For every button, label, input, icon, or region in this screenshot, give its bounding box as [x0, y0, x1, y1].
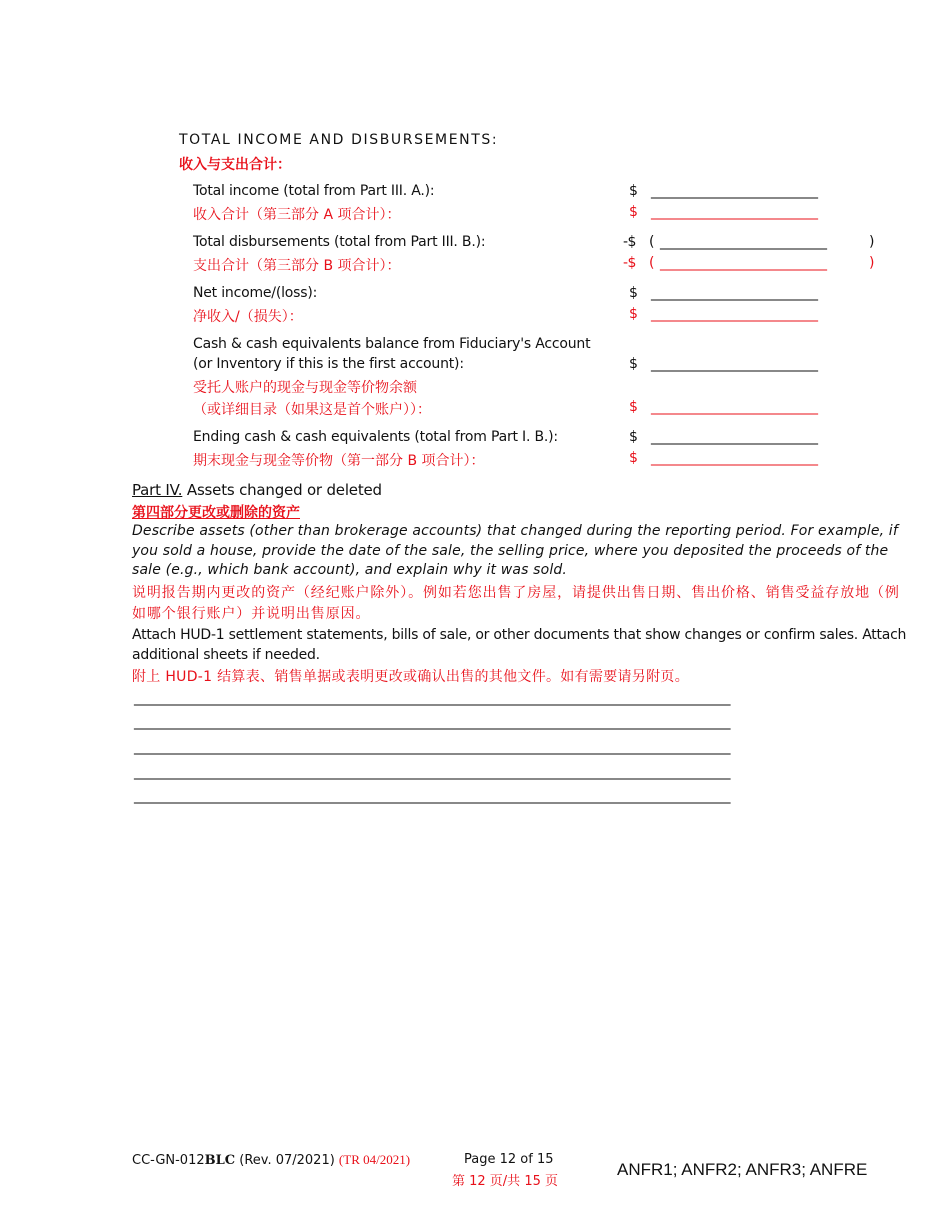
page-number-zh: 第 12 页/共 15 页: [452, 1174, 558, 1189]
ending-cash-label: Ending cash & cash equivalents (total from Part I. B.):: [193, 429, 558, 445]
total-disbursements-dollar: -$: [623, 234, 636, 250]
cash-balance-label-line1: Cash & cash equivalents balance from Fiduciary's Account: [193, 336, 591, 352]
part4-heading: [132, 481, 382, 499]
total-income-label: Total income (total from Part III. A.):: [193, 183, 435, 199]
total-disbursements-close-paren-zh: ): [869, 255, 874, 271]
total-income-field-zh[interactable]: __________________________: [651, 204, 818, 220]
form-revision: (Rev. 07/2021): [235, 1153, 339, 1168]
net-income-dollar: $: [629, 285, 638, 301]
totals-heading-zh: 收入与支出合计：: [179, 157, 291, 173]
cash-balance-label-zh-line1: 受托人账户的现金与现金等价物余额: [193, 380, 417, 396]
write-in-line[interactable]: ___________________________________________________________________________________________: [134, 788, 731, 804]
write-in-line[interactable]: ___________________________________________________________________________________________: [134, 690, 731, 706]
form-code: CC-GN-012: [132, 1153, 205, 1168]
part4-description: Describe assets (other than brokerage accounts) that changed during the reporting period. For example, if you sold a house, provide the date of the sale, the selling price, where you deposited the proceeds of the sale (e.g., which bank account), and explain why it was sold.: [132, 523, 898, 578]
total-disbursements-field[interactable]: __________________________: [660, 234, 827, 250]
total-disbursements-label: Total disbursements (total from Part III. B.):: [193, 234, 486, 250]
total-income-dollar: $: [629, 183, 638, 199]
ending-cash-field[interactable]: __________________________: [651, 429, 818, 445]
net-income-field[interactable]: __________________________: [651, 285, 818, 301]
part4-title: Assets changed or deleted: [182, 481, 382, 499]
total-disbursements-label-zh: 支出合计（第三部分 B 项合计）：: [193, 258, 401, 274]
part4-label: Part IV.: [132, 481, 183, 499]
form-suffix: BLC: [204, 1153, 236, 1168]
cash-balance-dollar-zh: $: [629, 399, 638, 415]
net-income-dollar-zh: $: [629, 306, 638, 322]
net-income-label: Net income/(loss):: [193, 285, 318, 301]
part4-description-zh: 说明报告期内更改的资产（经纪账户除外）。例如若您出售了房屋，请提供出售日期、售出价格、销售受益存放地（例如哪个银行账户）并说明出售原因。: [132, 585, 900, 622]
cash-balance-field-zh[interactable]: __________________________: [651, 399, 818, 415]
page-number: Page 12 of 15: [464, 1152, 554, 1167]
form-identifier: [132, 1152, 410, 1168]
total-disbursements-field-zh[interactable]: __________________________: [660, 255, 827, 271]
write-in-line[interactable]: ___________________________________________________________________________________________: [134, 714, 731, 730]
form-translation-date: (TR 04/2021): [338, 1152, 411, 1167]
write-in-line[interactable]: ___________________________________________________________________________________________: [134, 739, 731, 755]
ending-cash-dollar: $: [629, 429, 638, 445]
total-disbursements-open-paren: (: [649, 234, 654, 250]
part4-attach-instructions-zh: 附上 HUD-1 结算表、销售单据或表明更改或确认出售的其他文件。如有需要请另附页。: [132, 669, 690, 685]
ending-cash-field-zh[interactable]: __________________________: [651, 450, 818, 466]
cash-balance-dollar: $: [629, 356, 638, 372]
total-income-field[interactable]: __________________________: [651, 183, 818, 199]
total-disbursements-open-paren-zh: (: [649, 255, 654, 271]
cash-balance-field[interactable]: __________________________: [651, 356, 818, 372]
form-codes: ANFR1; ANFR2; ANFR3; ANFRE: [617, 1160, 868, 1179]
cash-balance-label-zh-line2: （或详细目录（如果这是首个账户））：: [193, 402, 431, 418]
cash-balance-label-line2: (or Inventory if this is the first account):: [193, 356, 464, 372]
net-income-label-zh: 净收入/（损失）：: [193, 309, 303, 325]
net-income-field-zh[interactable]: __________________________: [651, 306, 818, 322]
total-income-dollar-zh: $: [629, 204, 638, 220]
part4-attach-instructions: Attach HUD-1 settlement statements, bills of sale, or other documents that show changes or confirm sales. Attach additional sheets if needed.: [132, 627, 907, 663]
ending-cash-label-zh: 期末现金与现金等价物（第一部分 B 项合计）：: [193, 453, 485, 469]
ending-cash-dollar-zh: $: [629, 450, 638, 466]
total-disbursements-dollar-zh: -$: [623, 255, 636, 271]
total-disbursements-close-paren: ): [869, 234, 874, 250]
part4-title-zh: 第四部分更改或删除的资产: [132, 505, 300, 521]
totals-heading: TOTAL INCOME AND DISBURSEMENTS:: [179, 132, 499, 148]
total-income-label-zh: 收入合计（第三部分 A 项合计）：: [193, 207, 401, 223]
write-in-line[interactable]: ___________________________________________________________________________________________: [134, 764, 731, 780]
